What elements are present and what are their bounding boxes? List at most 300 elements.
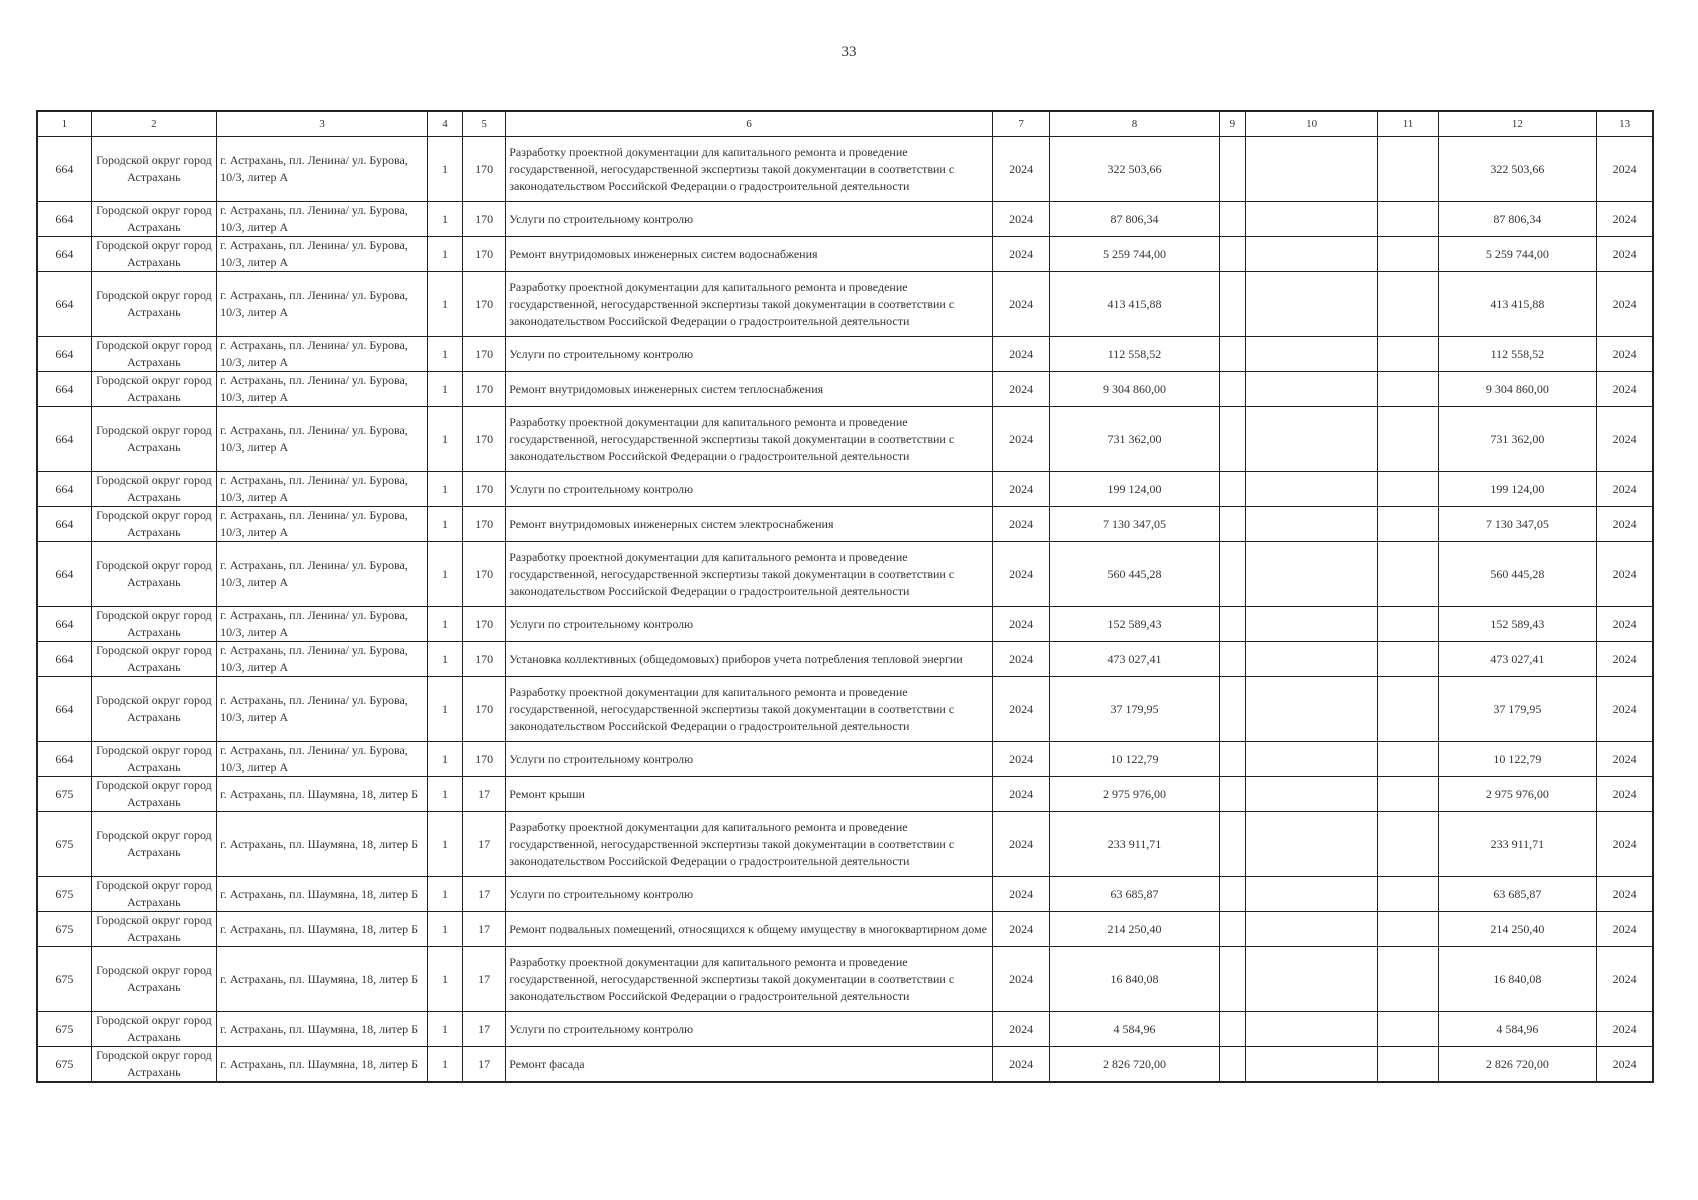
work-type-cell: Услуги по строительному контролю: [506, 1012, 993, 1047]
address-cell: г. Астрахань, пл. Шаумяна, 18, литер Б: [217, 947, 428, 1012]
table-row: [37, 472, 1653, 507]
col11-cell: [1378, 337, 1438, 372]
page-number: 33: [841, 44, 857, 60]
col11-cell: [1378, 877, 1438, 912]
col9-cell: [1219, 542, 1245, 607]
col4-cell: 1: [427, 542, 462, 607]
col9-cell: [1219, 372, 1245, 407]
table-row: [37, 912, 1653, 947]
col5-cell: 17: [463, 1012, 506, 1047]
col4-cell: 1: [427, 742, 462, 777]
completion-year-cell: 2024: [1597, 507, 1653, 542]
header-cell: 11: [1378, 111, 1438, 137]
header-cell: 13: [1597, 111, 1653, 137]
col10-cell: [1245, 677, 1377, 742]
fund-cost-cell: 413 415,88: [1438, 272, 1597, 337]
row-number-cell: 664: [37, 607, 91, 642]
year-cell: 2024: [993, 1047, 1050, 1083]
work-type-cell: Ремонт внутридомовых инженерных систем теплоснабжения: [506, 372, 993, 407]
table-row: [37, 947, 1653, 1012]
municipality-cell: Городской округ город Астрахань: [91, 777, 216, 812]
address-cell: г. Астрахань, пл. Ленина/ ул. Бурова, 10/3, литер А: [217, 507, 428, 542]
work-type-cell: Услуги по строительному контролю: [506, 202, 993, 237]
table-row: [37, 677, 1653, 742]
col11-cell: [1378, 1047, 1438, 1083]
total-cost-cell: 152 589,43: [1050, 607, 1220, 642]
col11-cell: [1378, 607, 1438, 642]
address-cell: г. Астрахань, пл. Шаумяна, 18, литер Б: [217, 912, 428, 947]
work-type-cell: Ремонт внутридомовых инженерных систем электроснабжения: [506, 507, 993, 542]
address-cell: г. Астрахань, пл. Ленина/ ул. Бурова, 10/3, литер А: [217, 202, 428, 237]
municipality-cell: Городской округ город Астрахань: [91, 372, 216, 407]
completion-year-cell: 2024: [1597, 642, 1653, 677]
col11-cell: [1378, 542, 1438, 607]
year-cell: 2024: [993, 777, 1050, 812]
col4-cell: 1: [427, 272, 462, 337]
address-cell: г. Астрахань, пл. Ленина/ ул. Бурова, 10/3, литер А: [217, 607, 428, 642]
row-number-cell: 664: [37, 337, 91, 372]
municipality-cell: Городской округ город Астрахань: [91, 337, 216, 372]
work-type-cell: Разработку проектной документации для капитального ремонта и проведение государственной, негосударственной экспертизы такой документации в соответствии с законодательством Российской Федерации о градостроительной деятельности: [506, 137, 993, 202]
address-cell: г. Астрахань, пл. Ленина/ ул. Бурова, 10/3, литер А: [217, 407, 428, 472]
fund-cost-cell: 87 806,34: [1438, 202, 1597, 237]
work-type-cell: Услуги по строительному контролю: [506, 742, 993, 777]
header-cell: 5: [463, 111, 506, 137]
year-cell: 2024: [993, 472, 1050, 507]
work-type-cell: Услуги по строительному контролю: [506, 877, 993, 912]
row-number-cell: 664: [37, 542, 91, 607]
municipality-cell: Городской округ город Астрахань: [91, 642, 216, 677]
col9-cell: [1219, 202, 1245, 237]
col5-cell: 170: [463, 202, 506, 237]
col11-cell: [1378, 777, 1438, 812]
col11-cell: [1378, 137, 1438, 202]
year-cell: 2024: [993, 372, 1050, 407]
address-cell: г. Астрахань, пл. Ленина/ ул. Бурова, 10/3, литер А: [217, 542, 428, 607]
municipality-cell: Городской округ город Астрахань: [91, 272, 216, 337]
row-number-cell: 664: [37, 202, 91, 237]
year-cell: 2024: [993, 607, 1050, 642]
year-cell: 2024: [993, 742, 1050, 777]
fund-cost-cell: 731 362,00: [1438, 407, 1597, 472]
total-cost-cell: 10 122,79: [1050, 742, 1220, 777]
fund-cost-cell: 214 250,40: [1438, 912, 1597, 947]
col4-cell: 1: [427, 677, 462, 742]
municipality-cell: Городской округ город Астрахань: [91, 472, 216, 507]
row-number-cell: 664: [37, 237, 91, 272]
row-number-cell: 664: [37, 507, 91, 542]
year-cell: 2024: [993, 947, 1050, 1012]
total-cost-cell: 2 826 720,00: [1050, 1047, 1220, 1083]
total-cost-cell: 9 304 860,00: [1050, 372, 1220, 407]
col4-cell: 1: [427, 947, 462, 1012]
col9-cell: [1219, 777, 1245, 812]
col9-cell: [1219, 137, 1245, 202]
col4-cell: 1: [427, 812, 462, 877]
col5-cell: 17: [463, 912, 506, 947]
col5-cell: 170: [463, 337, 506, 372]
work-type-cell: Ремонт подвальных помещений, относящихся к общему имуществу в многоквартирном доме: [506, 912, 993, 947]
total-cost-cell: 413 415,88: [1050, 272, 1220, 337]
completion-year-cell: 2024: [1597, 877, 1653, 912]
address-cell: г. Астрахань, пл. Ленина/ ул. Бурова, 10/3, литер А: [217, 742, 428, 777]
col9-cell: [1219, 272, 1245, 337]
col10-cell: [1245, 542, 1377, 607]
address-cell: г. Астрахань, пл. Ленина/ ул. Бурова, 10/3, литер А: [217, 472, 428, 507]
header-cell: 8: [1050, 111, 1220, 137]
municipality-cell: Городской округ город Астрахань: [91, 237, 216, 272]
completion-year-cell: 2024: [1597, 407, 1653, 472]
capital-repair-table: [36, 110, 1654, 1083]
col4-cell: 1: [427, 777, 462, 812]
completion-year-cell: 2024: [1597, 372, 1653, 407]
table-row: [37, 877, 1653, 912]
table-row: [37, 337, 1653, 372]
row-number-cell: 675: [37, 777, 91, 812]
total-cost-cell: 233 911,71: [1050, 812, 1220, 877]
col10-cell: [1245, 202, 1377, 237]
fund-cost-cell: 2 826 720,00: [1438, 1047, 1597, 1083]
work-type-cell: Разработку проектной документации для капитального ремонта и проведение государственной, негосударственной экспертизы такой документации в соответствии с законодательством Российской Федерации о градостроительной деятельности: [506, 407, 993, 472]
total-cost-cell: 7 130 347,05: [1050, 507, 1220, 542]
header-cell: 10: [1245, 111, 1377, 137]
col4-cell: 1: [427, 472, 462, 507]
col9-cell: [1219, 742, 1245, 777]
row-number-cell: 664: [37, 742, 91, 777]
total-cost-cell: 4 584,96: [1050, 1012, 1220, 1047]
municipality-cell: Городской округ город Астрахань: [91, 607, 216, 642]
total-cost-cell: 322 503,66: [1050, 137, 1220, 202]
municipality-cell: Городской округ город Астрахань: [91, 947, 216, 1012]
municipality-cell: Городской округ город Астрахань: [91, 677, 216, 742]
col4-cell: 1: [427, 607, 462, 642]
municipality-cell: Городской округ город Астрахань: [91, 407, 216, 472]
year-cell: 2024: [993, 877, 1050, 912]
completion-year-cell: 2024: [1597, 272, 1653, 337]
address-cell: г. Астрахань, пл. Шаумяна, 18, литер Б: [217, 1047, 428, 1083]
year-cell: 2024: [993, 812, 1050, 877]
col10-cell: [1245, 337, 1377, 372]
total-cost-cell: 731 362,00: [1050, 407, 1220, 472]
col10-cell: [1245, 507, 1377, 542]
col10-cell: [1245, 1047, 1377, 1083]
row-number-cell: 675: [37, 947, 91, 1012]
col5-cell: 17: [463, 777, 506, 812]
col4-cell: 1: [427, 1047, 462, 1083]
col9-cell: [1219, 877, 1245, 912]
col11-cell: [1378, 472, 1438, 507]
col5-cell: 170: [463, 742, 506, 777]
col11-cell: [1378, 372, 1438, 407]
fund-cost-cell: 63 685,87: [1438, 877, 1597, 912]
col10-cell: [1245, 877, 1377, 912]
work-type-cell: Разработку проектной документации для капитального ремонта и проведение государственной, негосударственной экспертизы такой документации в соответствии с законодательством Российской Федерации о градостроительной деятельности: [506, 272, 993, 337]
municipality-cell: Городской округ город Астрахань: [91, 507, 216, 542]
fund-cost-cell: 9 304 860,00: [1438, 372, 1597, 407]
total-cost-cell: 2 975 976,00: [1050, 777, 1220, 812]
row-number-cell: 664: [37, 407, 91, 472]
table-row: [37, 542, 1653, 607]
fund-cost-cell: 16 840,08: [1438, 947, 1597, 1012]
col4-cell: 1: [427, 372, 462, 407]
total-cost-cell: 112 558,52: [1050, 337, 1220, 372]
row-number-cell: 664: [37, 372, 91, 407]
year-cell: 2024: [993, 137, 1050, 202]
year-cell: 2024: [993, 337, 1050, 372]
fund-cost-cell: 4 584,96: [1438, 1012, 1597, 1047]
col4-cell: 1: [427, 337, 462, 372]
address-cell: г. Астрахань, пл. Ленина/ ул. Бурова, 10/3, литер А: [217, 237, 428, 272]
table-row: [37, 507, 1653, 542]
work-type-cell: Ремонт крыши: [506, 777, 993, 812]
table-row: [37, 407, 1653, 472]
col5-cell: 170: [463, 472, 506, 507]
municipality-cell: Городской округ город Астрахань: [91, 137, 216, 202]
row-number-cell: 675: [37, 812, 91, 877]
col10-cell: [1245, 237, 1377, 272]
col4-cell: 1: [427, 237, 462, 272]
completion-year-cell: 2024: [1597, 202, 1653, 237]
municipality-cell: Городской округ город Астрахань: [91, 912, 216, 947]
col4-cell: 1: [427, 877, 462, 912]
fund-cost-cell: 560 445,28: [1438, 542, 1597, 607]
col9-cell: [1219, 337, 1245, 372]
address-cell: г. Астрахань, пл. Ленина/ ул. Бурова, 10/3, литер А: [217, 337, 428, 372]
row-number-cell: 664: [37, 472, 91, 507]
table-row: [37, 1012, 1653, 1047]
col11-cell: [1378, 272, 1438, 337]
col4-cell: 1: [427, 137, 462, 202]
col4-cell: 1: [427, 1012, 462, 1047]
col10-cell: [1245, 137, 1377, 202]
col5-cell: 170: [463, 237, 506, 272]
col4-cell: 1: [427, 642, 462, 677]
col11-cell: [1378, 407, 1438, 472]
col9-cell: [1219, 472, 1245, 507]
completion-year-cell: 2024: [1597, 742, 1653, 777]
col9-cell: [1219, 947, 1245, 1012]
address-cell: г. Астрахань, пл. Шаумяна, 18, литер Б: [217, 777, 428, 812]
work-type-cell: Ремонт внутридомовых инженерных систем водоснабжения: [506, 237, 993, 272]
fund-cost-cell: 473 027,41: [1438, 642, 1597, 677]
table-row: [37, 642, 1653, 677]
col11-cell: [1378, 677, 1438, 742]
col10-cell: [1245, 272, 1377, 337]
total-cost-cell: 63 685,87: [1050, 877, 1220, 912]
total-cost-cell: 87 806,34: [1050, 202, 1220, 237]
header-cell: 9: [1219, 111, 1245, 137]
work-type-cell: Разработку проектной документации для капитального ремонта и проведение государственной, негосударственной экспертизы такой документации в соответствии с законодательством Российской Федерации о градостроительной деятельности: [506, 812, 993, 877]
header-cell: 3: [217, 111, 428, 137]
col9-cell: [1219, 912, 1245, 947]
col9-cell: [1219, 642, 1245, 677]
col4-cell: 1: [427, 912, 462, 947]
col5-cell: 17: [463, 812, 506, 877]
col10-cell: [1245, 742, 1377, 777]
col4-cell: 1: [427, 407, 462, 472]
col11-cell: [1378, 812, 1438, 877]
fund-cost-cell: 233 911,71: [1438, 812, 1597, 877]
address-cell: г. Астрахань, пл. Шаумяна, 18, литер Б: [217, 877, 428, 912]
year-cell: 2024: [993, 237, 1050, 272]
col5-cell: 170: [463, 607, 506, 642]
col9-cell: [1219, 237, 1245, 272]
col10-cell: [1245, 642, 1377, 677]
work-type-cell: Услуги по строительному контролю: [506, 607, 993, 642]
col5-cell: 170: [463, 272, 506, 337]
fund-cost-cell: 7 130 347,05: [1438, 507, 1597, 542]
total-cost-cell: 37 179,95: [1050, 677, 1220, 742]
address-cell: г. Астрахань, пл. Ленина/ ул. Бурова, 10/3, литер А: [217, 642, 428, 677]
table-row: [37, 742, 1653, 777]
col5-cell: 170: [463, 407, 506, 472]
fund-cost-cell: 112 558,52: [1438, 337, 1597, 372]
municipality-cell: Городской округ город Астрахань: [91, 1047, 216, 1083]
col4-cell: 1: [427, 202, 462, 237]
work-type-cell: Установка коллективных (общедомовых) приборов учета потребления тепловой энергии: [506, 642, 993, 677]
col9-cell: [1219, 507, 1245, 542]
col9-cell: [1219, 812, 1245, 877]
table-row: [37, 137, 1653, 202]
total-cost-cell: 214 250,40: [1050, 912, 1220, 947]
col10-cell: [1245, 472, 1377, 507]
col11-cell: [1378, 742, 1438, 777]
row-number-cell: 664: [37, 677, 91, 742]
col11-cell: [1378, 947, 1438, 1012]
header-cell: 2: [91, 111, 216, 137]
table-row: [37, 1047, 1653, 1083]
year-cell: 2024: [993, 642, 1050, 677]
fund-cost-cell: 199 124,00: [1438, 472, 1597, 507]
col5-cell: 170: [463, 137, 506, 202]
row-number-cell: 675: [37, 912, 91, 947]
work-type-cell: Услуги по строительному контролю: [506, 472, 993, 507]
completion-year-cell: 2024: [1597, 1047, 1653, 1083]
address-cell: г. Астрахань, пл. Ленина/ ул. Бурова, 10/3, литер А: [217, 677, 428, 742]
completion-year-cell: 2024: [1597, 812, 1653, 877]
row-number-cell: 675: [37, 877, 91, 912]
table-row: [37, 202, 1653, 237]
col5-cell: 170: [463, 542, 506, 607]
completion-year-cell: 2024: [1597, 1012, 1653, 1047]
year-cell: 2024: [993, 912, 1050, 947]
completion-year-cell: 2024: [1597, 137, 1653, 202]
col5-cell: 170: [463, 372, 506, 407]
fund-cost-cell: 152 589,43: [1438, 607, 1597, 642]
row-number-cell: 664: [37, 642, 91, 677]
col10-cell: [1245, 912, 1377, 947]
row-number-cell: 675: [37, 1047, 91, 1083]
col5-cell: 170: [463, 642, 506, 677]
col5-cell: 17: [463, 947, 506, 1012]
work-type-cell: Услуги по строительному контролю: [506, 337, 993, 372]
fund-cost-cell: 5 259 744,00: [1438, 237, 1597, 272]
fund-cost-cell: 37 179,95: [1438, 677, 1597, 742]
col5-cell: 170: [463, 677, 506, 742]
year-cell: 2024: [993, 202, 1050, 237]
col10-cell: [1245, 812, 1377, 877]
address-cell: г. Астрахань, пл. Ленина/ ул. Бурова, 10/3, литер А: [217, 137, 428, 202]
col11-cell: [1378, 642, 1438, 677]
municipality-cell: Городской округ город Астрахань: [91, 742, 216, 777]
completion-year-cell: 2024: [1597, 542, 1653, 607]
col9-cell: [1219, 1047, 1245, 1083]
completion-year-cell: 2024: [1597, 607, 1653, 642]
col10-cell: [1245, 407, 1377, 472]
municipality-cell: Городской округ город Астрахань: [91, 202, 216, 237]
year-cell: 2024: [993, 407, 1050, 472]
col11-cell: [1378, 507, 1438, 542]
col4-cell: 1: [427, 507, 462, 542]
completion-year-cell: 2024: [1597, 947, 1653, 1012]
header-cell: 6: [506, 111, 993, 137]
total-cost-cell: 16 840,08: [1050, 947, 1220, 1012]
header-cell: 4: [427, 111, 462, 137]
address-cell: г. Астрахань, пл. Ленина/ ул. Бурова, 10/3, литер А: [217, 372, 428, 407]
col11-cell: [1378, 237, 1438, 272]
work-type-cell: Разработку проектной документации для капитального ремонта и проведение государственной, негосударственной экспертизы такой документации в соответствии с законодательством Российской Федерации о градостроительной деятельности: [506, 542, 993, 607]
header-row: [37, 111, 1653, 137]
address-cell: г. Астрахань, пл. Ленина/ ул. Бурова, 10/3, литер А: [217, 272, 428, 337]
col9-cell: [1219, 677, 1245, 742]
fund-cost-cell: 10 122,79: [1438, 742, 1597, 777]
col9-cell: [1219, 607, 1245, 642]
completion-year-cell: 2024: [1597, 677, 1653, 742]
municipality-cell: Городской округ город Астрахань: [91, 877, 216, 912]
municipality-cell: Городской округ город Астрахань: [91, 542, 216, 607]
year-cell: 2024: [993, 507, 1050, 542]
col11-cell: [1378, 912, 1438, 947]
header-cell: 1: [37, 111, 91, 137]
year-cell: 2024: [993, 1012, 1050, 1047]
total-cost-cell: 5 259 744,00: [1050, 237, 1220, 272]
total-cost-cell: 199 124,00: [1050, 472, 1220, 507]
municipality-cell: Городской округ город Астрахань: [91, 812, 216, 877]
year-cell: 2024: [993, 677, 1050, 742]
completion-year-cell: 2024: [1597, 337, 1653, 372]
col11-cell: [1378, 1012, 1438, 1047]
table-row: [37, 272, 1653, 337]
col5-cell: 17: [463, 1047, 506, 1083]
col11-cell: [1378, 202, 1438, 237]
row-number-cell: 675: [37, 1012, 91, 1047]
col10-cell: [1245, 777, 1377, 812]
row-number-cell: 664: [37, 272, 91, 337]
col10-cell: [1245, 607, 1377, 642]
year-cell: 2024: [993, 272, 1050, 337]
col5-cell: 170: [463, 507, 506, 542]
col10-cell: [1245, 1012, 1377, 1047]
table-row: [37, 237, 1653, 272]
completion-year-cell: 2024: [1597, 912, 1653, 947]
year-cell: 2024: [993, 542, 1050, 607]
fund-cost-cell: 322 503,66: [1438, 137, 1597, 202]
col10-cell: [1245, 947, 1377, 1012]
header-cell: 7: [993, 111, 1050, 137]
completion-year-cell: 2024: [1597, 777, 1653, 812]
col9-cell: [1219, 1012, 1245, 1047]
total-cost-cell: 473 027,41: [1050, 642, 1220, 677]
completion-year-cell: 2024: [1597, 237, 1653, 272]
table-row: [37, 777, 1653, 812]
address-cell: г. Астрахань, пл. Шаумяна, 18, литер Б: [217, 1012, 428, 1047]
total-cost-cell: 560 445,28: [1050, 542, 1220, 607]
fund-cost-cell: 2 975 976,00: [1438, 777, 1597, 812]
work-type-cell: Разработку проектной документации для капитального ремонта и проведение государственной, негосударственной экспертизы такой документации в соответствии с законодательством Российской Федерации о градостроительной деятельности: [506, 677, 993, 742]
row-number-cell: 664: [37, 137, 91, 202]
municipality-cell: Городской округ город Астрахань: [91, 1012, 216, 1047]
col5-cell: 17: [463, 877, 506, 912]
